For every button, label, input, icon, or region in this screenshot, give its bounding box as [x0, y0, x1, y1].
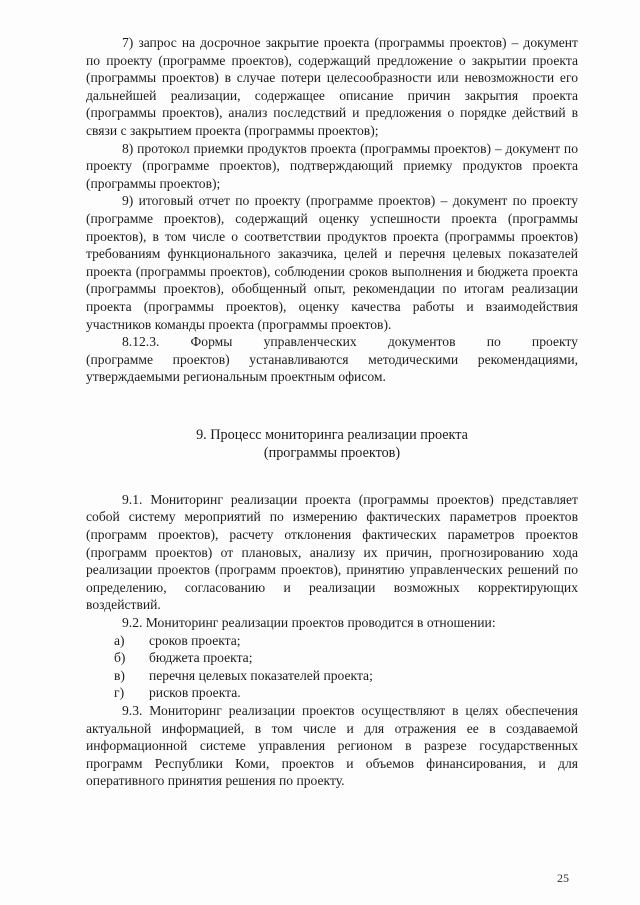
- page-content: [86, 34, 578, 790]
- list-item: [86, 632, 578, 650]
- section-heading-line-2: (программы проектов): [263, 445, 401, 462]
- clause-8-12-3-word: проекту: [531, 334, 578, 350]
- list-item-marker: б): [114, 650, 126, 666]
- list-item: [86, 667, 578, 685]
- clause-8-12-3-word: документов: [387, 334, 456, 350]
- item-9-paragraph: 9) итоговый отчет по проекту (программе проектов) – документ по проекту (программе проектов), содержащий оценку успешности проекта (программы проектов), в том числе о соответствии продуктов проекта (программы проектов) требованиям функционального заказчика, целей и перечня целевых показателей проекта (программы проектов), соблюдении сроков выполнения и бюджета проекта (программы проектов), обобщенный опыт, рекомендации по итогам реализации проекта (программы проектов), оценку качества работы и взаимодействия участников команды проекта (программы проектов).: [86, 193, 578, 332]
- list-item-text: перечня целевых показателей проекта;: [149, 667, 373, 683]
- section-heading: [86, 426, 578, 463]
- clause-9-2-list: [86, 632, 578, 702]
- clause-9-2-paragraph: 9.2. Мониторинг реализации проектов проводится в отношении:: [122, 615, 496, 631]
- clause-8-12-3-first-line: [86, 333, 578, 351]
- list-item-text: бюджета проекта;: [149, 650, 253, 666]
- list-item-marker: в): [114, 667, 125, 683]
- list-item: [86, 684, 578, 702]
- clause-8-12-3-word: Формы: [190, 334, 233, 350]
- list-item-marker: г): [114, 685, 125, 701]
- clause-8-12-3-word: управленческих: [263, 334, 357, 350]
- clause-9-3-paragraph: 9.3. Мониторинг реализации проектов осуществляют в целях обеспечения актуальной информацией, в том числе и для отражения ее в создаваемой информационной системе управления регионом в разрезе государственных программ Республики Коми, проектов и объемов финансирования, и для оперативного принятия решения по проекту.: [86, 703, 578, 789]
- clause-8-12-3-number: 8.12.3.: [122, 334, 160, 350]
- item-7-paragraph: 7) запрос на досрочное закрытие проекта (программы проектов) – документ по проекту (программе проектов), содержащий предложение о закрытии проекта (программы проектов) в случае потери целесообразности или невозможности его дальнейшей реализации, содержащее описание причин закрытия проекта (программы проектов), анализ последствий и предложения о порядке действий в связи с закрытием проекта (программы проектов);: [86, 35, 578, 138]
- page-number: 25: [557, 871, 569, 885]
- clause-9-1-paragraph: 9.1. Мониторинг реализации проекта (программы проектов) представляет собой систему мероприятий по измерению фактических параметров проектов (программ проектов), расчету отклонения фактических параметров проектов (программ проектов) от плановых, анализу их причин, прогнозированию хода реализации проектов (программ проектов), принятию управленческих решений по определению, согласованию и реализации возможных корректирующих воздействий.: [86, 491, 578, 613]
- item-8-paragraph: 8) протокол приемки продуктов проекта (программы проектов) – документ по проекту (программе проектов), подтверждающий приемку продуктов проекта (программы проектов);: [86, 140, 578, 191]
- section-heading-line-1: 9. Процесс мониторинга реализации проекта: [196, 426, 468, 443]
- list-item-text: рисков проекта.: [149, 685, 241, 701]
- list-item-text: сроков проекта;: [149, 632, 241, 648]
- clause-8-12-3-continuation: (программе проектов) устанавливаются методическими рекомендациями, утверждаемыми региональным проектным офисом.: [86, 351, 578, 385]
- list-item-marker: а): [114, 632, 125, 648]
- list-item: [86, 649, 578, 667]
- clause-8-12-3-word: по: [486, 334, 501, 350]
